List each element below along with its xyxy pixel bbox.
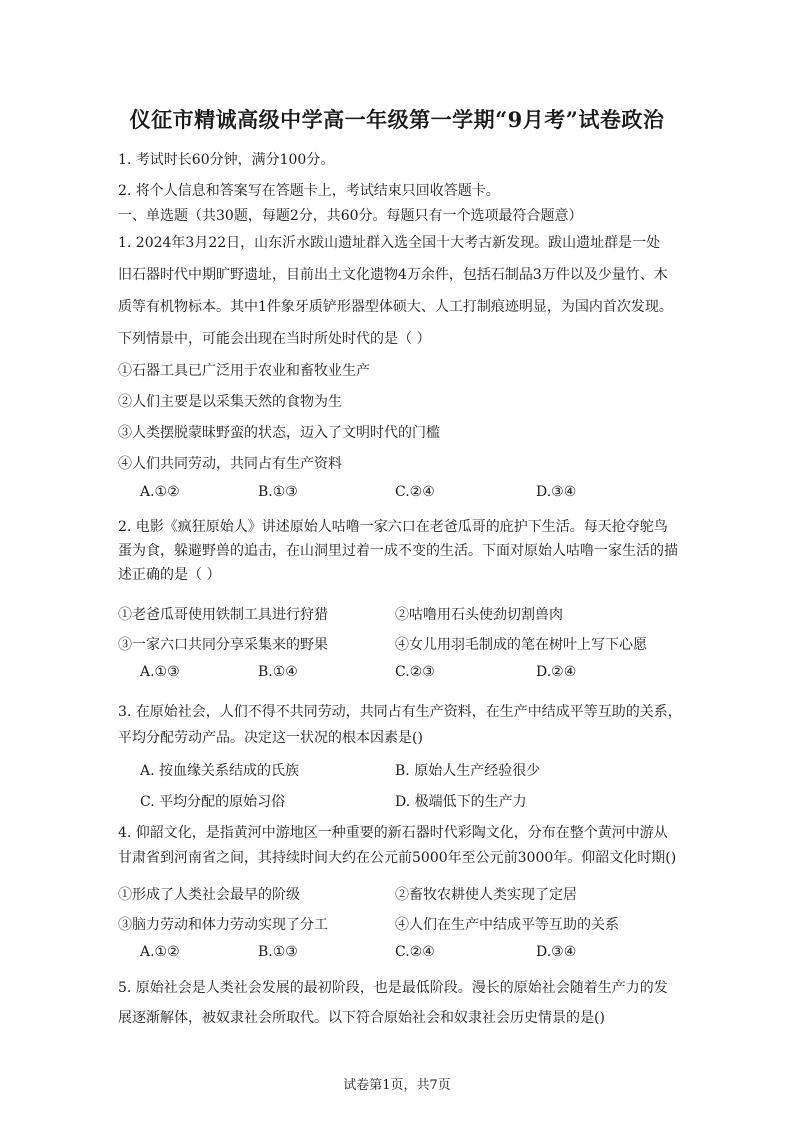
choice-a[interactable]: A. 按血缘关系结成的氏族 bbox=[140, 763, 300, 779]
question-4-item: ③脑力劳动和体力劳动实现了分工 bbox=[118, 917, 328, 933]
question-2-item: ①老爸瓜哥使用铁制工具进行狩猎 bbox=[118, 607, 328, 623]
question-4-text: 甘肃省到河南省之间，其持续时间大约在公元前5000年至公元前3000年。仰韶文化时期() bbox=[118, 850, 677, 866]
question-4-item: ④人们在生产中结成平等互助的关系 bbox=[395, 917, 619, 933]
question-3-text: 平均分配劳动产品。决定这一状况的根本因素是() bbox=[118, 730, 423, 746]
note-line: 2. 将个人信息和答案写在答题卡上，考试结束只回收答题卡。 bbox=[118, 183, 500, 199]
question-2-text: 蛋为食，躲避野兽的追击，在山洞里过着一成不变的生活。下面对原始人咕噜一家生活的描 bbox=[118, 543, 678, 559]
note-line: 1. 考试时长60分钟，满分100分。 bbox=[118, 152, 335, 168]
question-5-text: 5. 原始社会是人类社会发展的最初阶段，也是最低阶段。漫长的原始社会随着生产力的发 bbox=[118, 980, 668, 996]
choice-d[interactable]: D. 极端低下的生产力 bbox=[395, 794, 527, 810]
question-4-item: ②畜牧农耕使人类实现了定居 bbox=[395, 887, 577, 903]
choice-b[interactable]: B. 原始人生产经验很少 bbox=[395, 763, 541, 779]
question-2-text: 2. 电影《疯狂原始人》讲述原始人咕噜一家六口在老爸瓜哥的庇护下生活。每天抢夺鸵鸟 bbox=[118, 519, 668, 535]
choice-c[interactable]: C.②④ bbox=[395, 944, 435, 960]
question-2-item: ②咕噜用石头使劲切割兽肉 bbox=[395, 607, 563, 623]
question-1-item: ①石器工具已广泛用于农业和畜牧业生产 bbox=[118, 363, 370, 379]
choice-b[interactable]: B.①④ bbox=[258, 664, 298, 680]
choice-c[interactable]: C.②④ bbox=[395, 484, 435, 500]
page-footer: 试卷第1页，共7页 bbox=[343, 1078, 451, 1093]
choice-d[interactable]: D.②④ bbox=[536, 664, 577, 680]
question-1-text: 质等有机物标本。其中1件象牙质铲形器型体硕大、人工打制痕迹明显，为国内首次发现。 bbox=[118, 299, 673, 315]
question-1-item: ③人类摆脱蒙昧野蛮的状态，迈入了文明时代的门槛 bbox=[118, 425, 440, 441]
choice-d[interactable]: D.③④ bbox=[536, 484, 577, 500]
section-heading: 一、单选题（共30题，每题2分，共60分。每题只有一个选项最符合题意） bbox=[118, 208, 583, 224]
question-4-text: 4. 仰韶文化，是指黄河中游地区一种重要的新石器时代彩陶文化，分布在整个黄河中游从 bbox=[118, 825, 668, 841]
choice-a[interactable]: A.①② bbox=[140, 944, 180, 960]
choice-a[interactable]: A.①② bbox=[140, 484, 180, 500]
question-1-text: 1. 2024年3月22日，山东沂水跋山遗址群入选全国十大考古新发现。跋山遗址群是一处 bbox=[118, 235, 661, 251]
choice-c[interactable]: C. 平均分配的原始习俗 bbox=[140, 794, 286, 810]
question-1-text: 下列情景中，可能会出现在当时所处时代的是（ ） bbox=[118, 331, 431, 347]
question-3-text: 3. 在原始社会，人们不得不共同劳动，共同占有生产资料，在生产中结成平等互助的关系， bbox=[118, 704, 682, 720]
question-1-item: ④人们共同劳动，共同占有生产资料 bbox=[118, 456, 342, 472]
exam-title: 仪征市精诚高级中学高一年级第一学期“9月考”试卷政治 bbox=[129, 107, 665, 132]
choice-b[interactable]: B.①③ bbox=[258, 944, 298, 960]
choice-c[interactable]: C.②③ bbox=[395, 664, 435, 680]
question-1-item: ②人们主要是以采集天然的食物为生 bbox=[118, 394, 342, 410]
question-2-text: 述正确的是（ ） bbox=[118, 567, 221, 583]
choice-d[interactable]: D.③④ bbox=[536, 944, 577, 960]
question-4-item: ①形成了人类社会最早的阶级 bbox=[118, 887, 300, 903]
choice-a[interactable]: A.①③ bbox=[140, 664, 180, 680]
question-2-item: ④女儿用羽毛制成的笔在树叶上写下心愿 bbox=[395, 637, 647, 653]
question-1-text: 旧石器时代中期旷野遗址，目前出土文化遗物4万余件，包括石制品3万件以及少量竹、木 bbox=[118, 267, 668, 283]
question-5-text: 展逐渐解体，被奴隶社会所取代。以下符合原始社会和奴隶社会历史情景的是() bbox=[118, 1010, 605, 1026]
choice-b[interactable]: B.①③ bbox=[258, 484, 298, 500]
question-2-item: ③一家六口共同分享采集来的野果 bbox=[118, 637, 328, 653]
